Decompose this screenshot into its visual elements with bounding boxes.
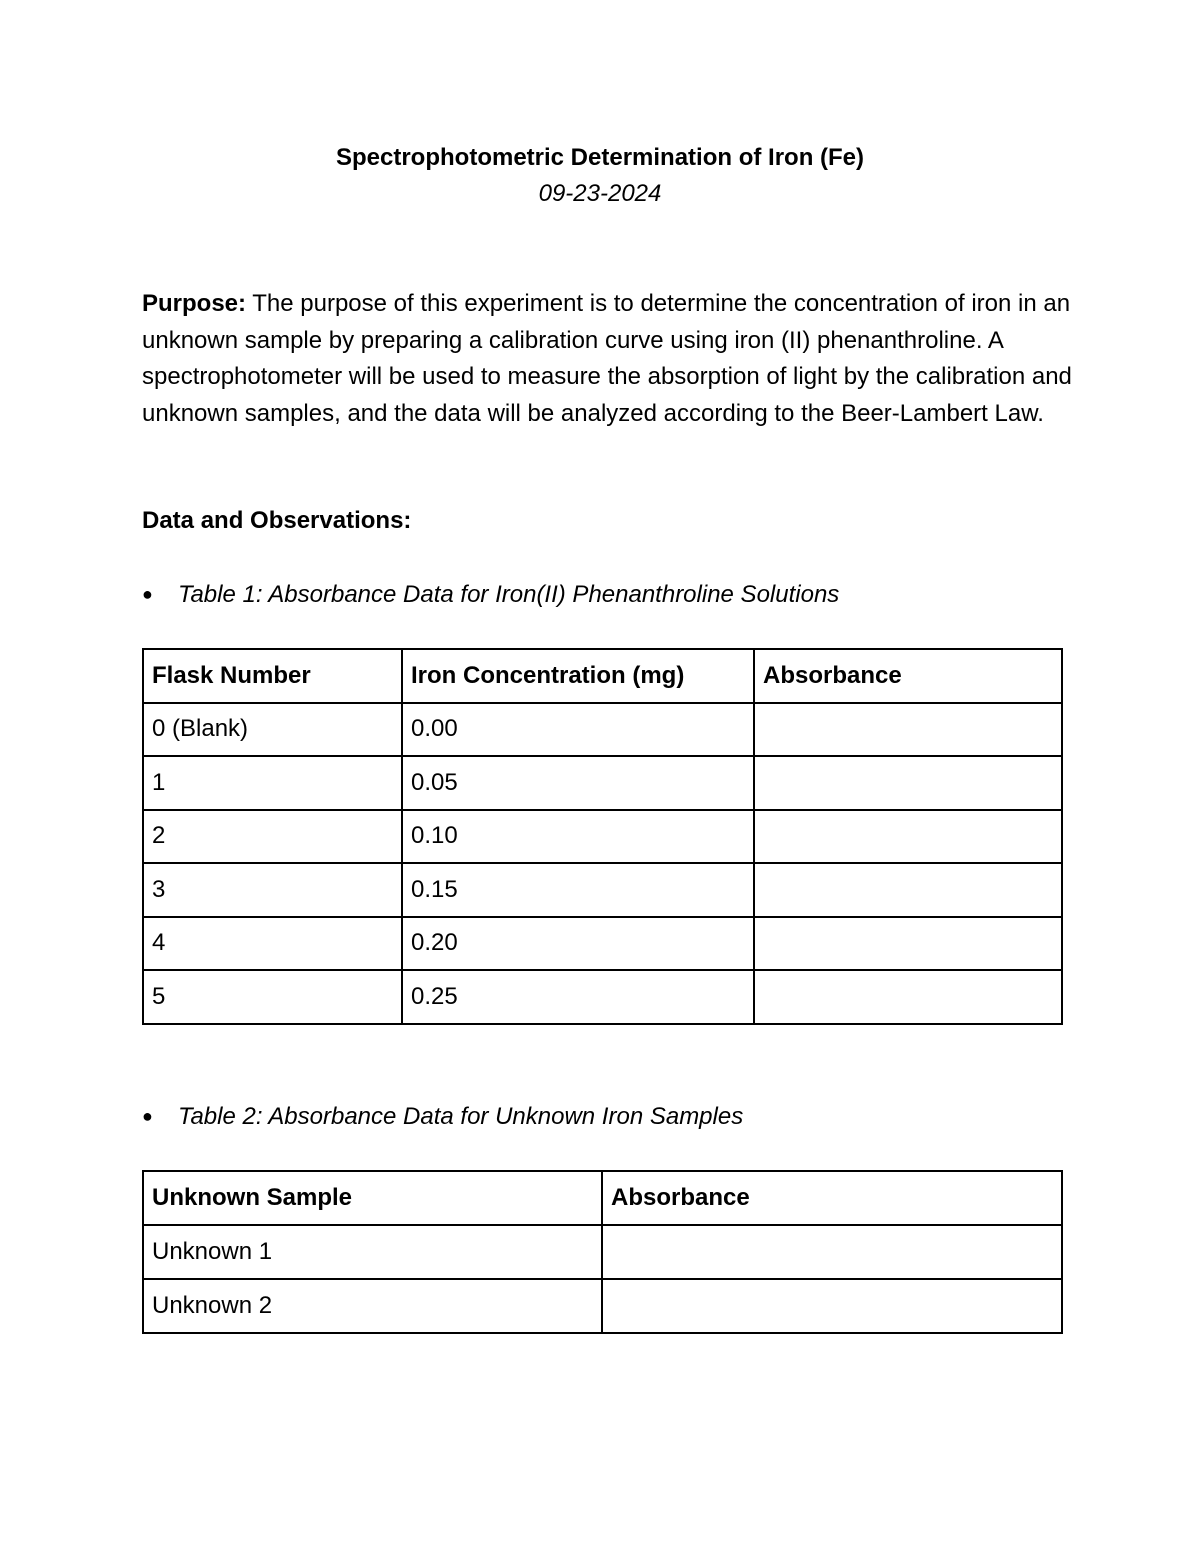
table-row xyxy=(143,756,1062,810)
table-header-cell: Iron Concentration (mg) xyxy=(402,649,754,703)
absorbance-cell xyxy=(602,1279,1062,1333)
absorbance-table-standards xyxy=(142,648,1063,1025)
table-cell: Unknown 1 xyxy=(143,1225,602,1279)
absorbance-cell xyxy=(754,703,1062,757)
document-title: Spectrophotometric Determination of Iron (Fe) xyxy=(335,144,865,171)
table-cell: 0.20 xyxy=(402,917,754,971)
table-header-cell: Absorbance xyxy=(602,1171,1062,1225)
table-cell: 4 xyxy=(143,917,402,971)
absorbance-cell xyxy=(754,756,1062,810)
table-cell: Unknown 2 xyxy=(143,1279,602,1333)
document-date: 09-23-2024 xyxy=(538,180,662,207)
table-cell: 0.15 xyxy=(402,863,754,917)
purpose-label: Purpose: xyxy=(142,290,247,317)
absorbance-table-unknowns xyxy=(142,1170,1063,1334)
absorbance-cell xyxy=(754,863,1062,917)
table-cell: 2 xyxy=(143,810,402,864)
table-row xyxy=(143,863,1062,917)
purpose-text: The purpose of this experiment is to determine the concentration of iron in an unknown sample by preparing a calibration curve using iron (II) phenanthroline. A spectrophotometer will be used to measure the absorption of light by the calibration and unknown samples, and the data will be analyzed according to the Beer-Lambert Law. xyxy=(142,290,1072,427)
absorbance-cell xyxy=(754,917,1062,971)
table-row xyxy=(143,703,1062,757)
table-header-row xyxy=(143,649,1062,703)
bullet-icon: ● xyxy=(142,584,153,604)
table-cell: 5 xyxy=(143,970,402,1024)
table-cell: 3 xyxy=(143,863,402,917)
table1-caption xyxy=(142,577,839,612)
table2-caption xyxy=(142,1099,743,1134)
table-row xyxy=(143,970,1062,1024)
data-observations-heading: Data and Observations: xyxy=(142,507,412,534)
table-header-row xyxy=(143,1171,1062,1225)
table-header-cell: Flask Number xyxy=(143,649,402,703)
table-row xyxy=(143,810,1062,864)
table1-caption-text: Table 1: Absorbance Data for Iron(II) Phenanthroline Solutions xyxy=(178,581,840,608)
table-cell: 1 xyxy=(143,756,402,810)
table-row xyxy=(143,917,1062,971)
table-header-cell: Absorbance xyxy=(754,649,1062,703)
purpose-paragraph xyxy=(142,286,1072,432)
table-cell: 0.05 xyxy=(402,756,754,810)
table2-caption-text: Table 2: Absorbance Data for Unknown Iron Samples xyxy=(178,1103,744,1130)
table-row xyxy=(143,1279,1062,1333)
bullet-icon: ● xyxy=(142,1106,153,1126)
table-cell: 0.00 xyxy=(402,703,754,757)
table-cell: 0.10 xyxy=(402,810,754,864)
table-header-cell: Unknown Sample xyxy=(143,1171,602,1225)
absorbance-cell xyxy=(602,1225,1062,1279)
table-row xyxy=(143,1225,1062,1279)
table-cell: 0.25 xyxy=(402,970,754,1024)
absorbance-cell xyxy=(754,970,1062,1024)
table-cell: 0 (Blank) xyxy=(143,703,402,757)
absorbance-cell xyxy=(754,810,1062,864)
